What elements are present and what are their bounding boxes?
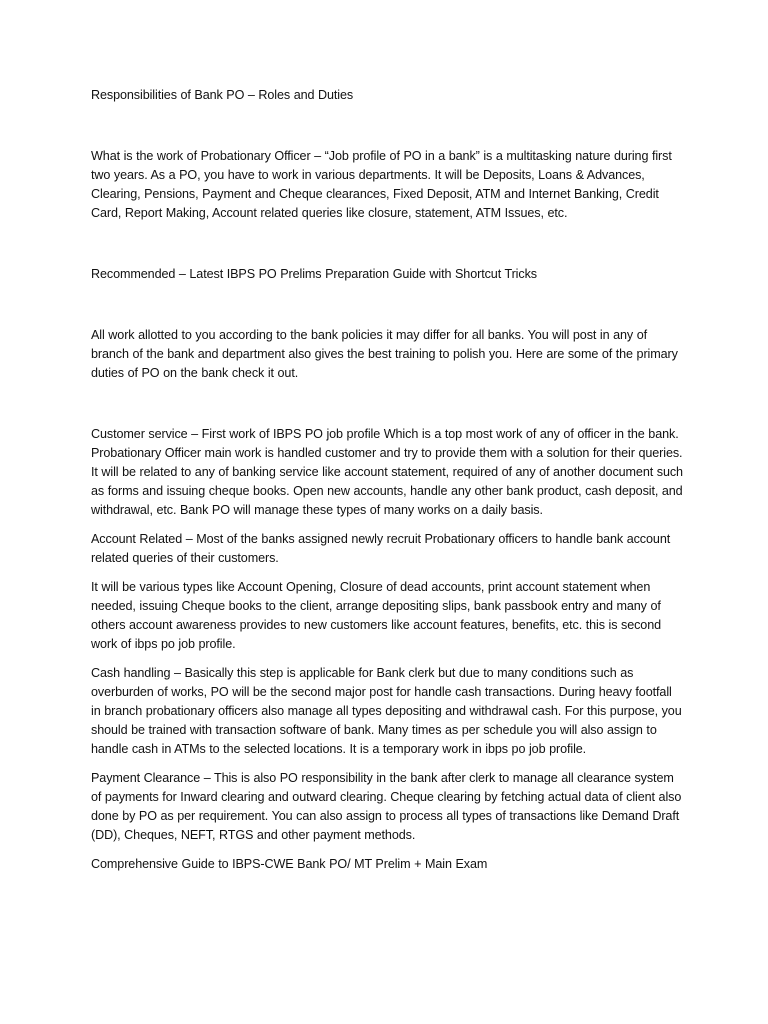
paragraph-account-related: Account Related – Most of the banks assigned newly recruit Probationary officers to handle bank account related queries of their customers.	[91, 532, 671, 565]
paragraph-recommended: Recommended – Latest IBPS PO Prelims Preparation Guide with Shortcut Tricks	[91, 267, 537, 281]
document-page	[91, 86, 683, 874]
document-title: Responsibilities of Bank PO – Roles and Duties	[91, 88, 354, 102]
paragraph-customer-service: Customer service – First work of IBPS PO job profile Which is a top most work of any of officer in the bank. Probationary Officer main work is handled customer and try to provide them with a solution for their queries. It will be related to any of banking service like account statement, required of any of another document such as forms and issuing cheque books. Open new accounts, handle any other bank product, cash deposit, and withdrawal, etc. Bank PO will manage these types of many works on a daily basis.	[91, 427, 683, 517]
paragraph-account-types: It will be various types like Account Opening, Closure of dead accounts, print account statement when needed, issuing Cheque books to the client, arrange depositing slips, bank passbook entry and many of others account awareness provides to new customers like account features, benefits, etc. this is second work of ibps po job profile.	[91, 580, 662, 651]
paragraph-job-profile: What is the work of Probationary Officer – “Job profile of PO in a bank” is a multitasking nature during first two years. As a PO, you have to work in various departments. It will be Deposits, Loans & Advances, Clearing, Pensions, Payment and Cheque clearances, Fixed Deposit, ATM and Internet Banking, Credit Card, Report Making, Account related queries like closure, statement, ATM Issues, etc.	[91, 149, 672, 220]
paragraph-work-allotted: All work allotted to you according to the bank policies it may differ for all banks. You will post in any of branch of the bank and department also gives the best training to polish you. Here are some of the primary duties of PO on the bank check it out.	[91, 328, 678, 380]
paragraph-comprehensive-guide: Comprehensive Guide to IBPS-CWE Bank PO/ MT Prelim + Main Exam	[91, 857, 488, 871]
paragraph-cash-handling: Cash handling – Basically this step is applicable for Bank clerk but due to many conditions such as overburden of works, PO will be the second major post for handle cash transactions. During heavy footfall in branch probationary officers also manage all types depositing and withdrawal cash. For this purpose, you should be trained with transaction software of bank. Many times as per schedule you will also assign to handle cash in ATMs to the selected locations. It is a temporary work in ibps po job profile.	[91, 666, 682, 756]
paragraph-payment-clearance: Payment Clearance – This is also PO responsibility in the bank after clerk to manage all clearance system of payments for Inward clearing and outward clearing. Cheque clearing by fetching actual data of client also done by PO as per requirement. You can also assign to process all types of transactions like Demand Draft (DD), Cheques, NEFT, RTGS and other payment methods.	[91, 771, 682, 842]
